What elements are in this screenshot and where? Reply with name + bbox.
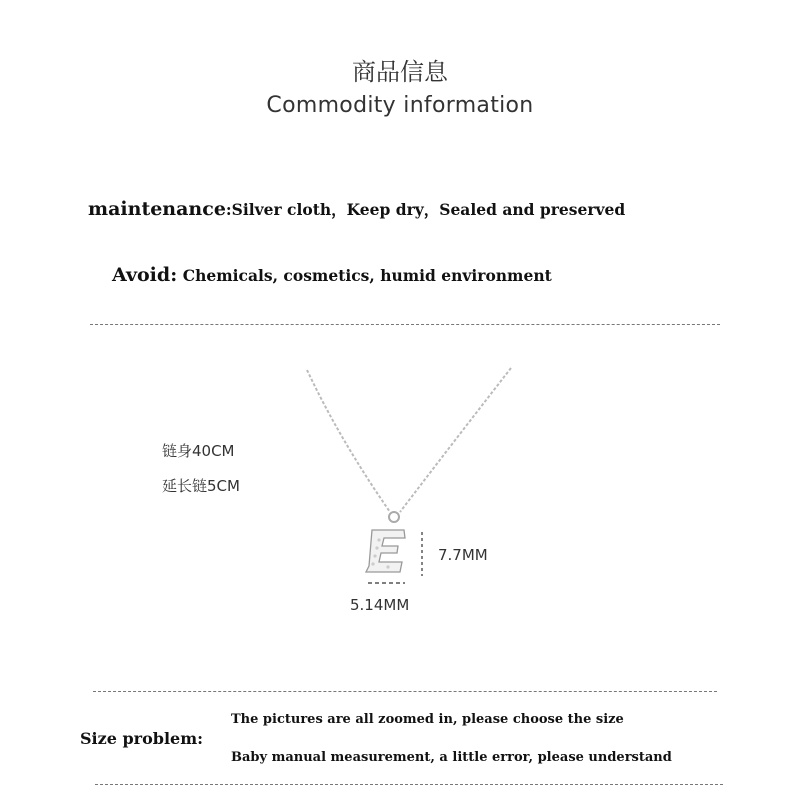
avoid-value: Chemicals, cosmetics, humid environment — [182, 266, 552, 285]
maintenance-separator: : — [225, 200, 232, 219]
chain-length-spec: 链身40CM — [162, 442, 235, 460]
avoid-label: Avoid: — [112, 264, 178, 286]
height-measurement: 7.7MM — [438, 546, 488, 564]
width-measurement: 5.14MM — [350, 596, 410, 614]
divider-middle — [93, 691, 717, 692]
size-problem-label: Size problem: — [80, 729, 204, 748]
size-problem-line1: The pictures are all zoomed in, please choose the size — [231, 712, 624, 727]
divider-bottom — [95, 784, 723, 785]
pendant-e-shape — [366, 530, 405, 572]
size-problem-line2: Baby manual measurement, a little error, please understand — [231, 750, 672, 765]
extension-spec: 延长链5CM — [162, 477, 240, 495]
maintenance-value: Silver cloth，Keep dry，Sealed and preserved — [231, 200, 626, 219]
page-title-chinese: 商品信息 — [352, 58, 448, 86]
maintenance-label: maintenance — [88, 198, 226, 220]
page-title-english: Commodity information — [266, 93, 534, 118]
